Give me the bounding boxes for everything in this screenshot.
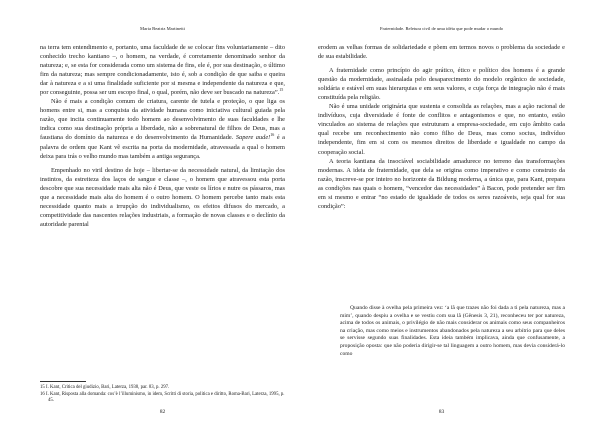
footnote-15: 15 I. Kant, Critica del giudizio, Bari, Laterza, 1938, par. 83, p. 297. — [40, 385, 170, 390]
left-paragraph-2: Não é mais a condição comum de criatura, carente de tutela e proteção, o que liga os homens entre si, mas a conquista da atividade humana como iniciativa cultural guiada pela razão, que incita continuamente todo homem ao desenvolvimento de suas faculdades e lhe indica como sua destinação própria a liberdade, não a sobrenatural de filhos de Deus, mas a faustiana do domínio da natureza e do desenvolvimento da Humanidade. Sapere aude!$^{16}$ é a palavra de ordem que Kant vê escrita na porta da modernidade, atravessada a qual o homem deixa para trás o velho mundo mas também a antiga segurança. — [40, 98, 285, 160]
blockquote-text: Quando disse à ovelha pela primeira vez: ‘a lã que trazes não foi dada a ti pela natureza, mas a mim’, quando despiu a ovelha e se vestiu com sua lã (Gênesis 3, 21), reconheceu ter por natureza, acima de todos os animais, o privilégio de não mais considerar os animais como seus companheiros na criação, mas como meios e instrumentos abandonados pela natureza a seu arbítrio para que deles se servisse segundo suas finalidades. Esta ideia também implicava, ainda que confusamente, a proposição oposta: que não poderia dirigir-se tal linguagem a outro homem, mas devia considerá-lo como — [340, 305, 565, 357]
left-page-number: 82 — [159, 409, 166, 415]
right-page — [318, 0, 565, 448]
right-page-number: 83 — [438, 409, 445, 415]
left-body-text — [40, 43, 285, 229]
left-running-header: Maria Beatriz Martinetti — [140, 26, 185, 31]
left-page — [40, 0, 285, 448]
right-paragraph-4: A teoria kantiana da insociável sociabilidade amadurece no terreno das transformações modernas. A ideia de fraternidade, que dela se origina como imperativo e como construto da razão, inscreve-se por inteiro no horizonte da Bildung moderna, a única que, para Kant, prepara as condições nas quais o homem, “vencedor das necessidades” à Bacon, pode pretender ser fim em si mesmo e entrar “no estado de igualdade de todos os seres razoáveis, seja qual for sua condição”: — [318, 157, 565, 210]
right-paragraph-1: erodem as velhas formas de solidariedade e põem em termos novos o problema da sociedade e de sua estabilidade. — [318, 44, 565, 61]
right-body-text — [318, 43, 565, 211]
footnote-ref-15: 15 — [279, 87, 284, 93]
right-blockquote — [318, 305, 565, 358]
sapere-aude-phrase: Sapere aude! — [235, 134, 271, 142]
footnote-divider — [40, 381, 86, 382]
right-paragraph-2: A fraternidade como princípio do agir prático, ético e político dos homens é a grande questão da modernidade, assinalada pelo desaparecimento do modelo orgânico de sociedade, solidária e estável em suas hierarquias e em seus valores, e cuja força de integração não é mais constituída pela religião. — [318, 67, 565, 102]
left-paragraph-3: Empenhado no viril destino de hoje – libertar-se da necessidade natural, da limitação dos instintos, da estreiteza dos laços de sangue e classe –, o homem que atravessou esta porta descobre que sua necessidade mais alta não é Deus, que veste os lírios e nutre os pássaros, mas que a necessidade mais alta do homem é o outro homem. O homem percebe tanto mais esta necessidade quanto mais a irrupção do individualismo, os efeitos difusos do mercado, a competitividade das nascentes relações industriais, a formação de novas classes e o declínio da autoridade parental — [40, 166, 285, 228]
footnote-16: 16 I. Kant, Risposta alla domanda: cos’è l’illuminismo, in idem, Scritti di storia, politica e diritto, Roma-Bari, Laterza, 1995, p. 45. — [40, 391, 285, 404]
left-paragraph-1: na terra tem entendimento e, portanto, uma faculdade de se colocar fins voluntariamente – dito conhecido trecho kantiano –, o homem, na verdade, é corretamente denominado senhor da natureza; e, se esta for considerada como um sistema de fins, ele é, por sua destinação, o último fim da natureza; mas sempre condicionadamente, isto é, sob a condição de que saiba e queira dar à natureza e a si uma finalidade suficiente por si mesma e independente da natureza e que, por conseguinte, possa ser um escopo final, o qual, porém, não deve ser buscado na natureza”.$^{15}$ — [40, 44, 285, 97]
right-paragraph-3: Não é uma unidade originária que sustenta e consolida as relações, mas a ação racional de indivíduos, cuja diversidade é fonte de conflitos e antagonismos e que, no entanto, estão vinculados ao sistema de relações que estruturam a empresa-sociedade, em cujo âmbito cada qual recebe um reconhecimento não como filho de Deus, mas como socius, indivíduo independente, fim em si com os mesmos direitos de liberdade e igualdade no campo da cooperação social. — [318, 103, 565, 156]
left-footnotes — [40, 385, 285, 405]
right-running-header: Fraternidade. Reletura civil de uma idéia que pode mudar o mundo — [379, 26, 504, 31]
footnote-ref-16: 16 — [270, 132, 275, 138]
